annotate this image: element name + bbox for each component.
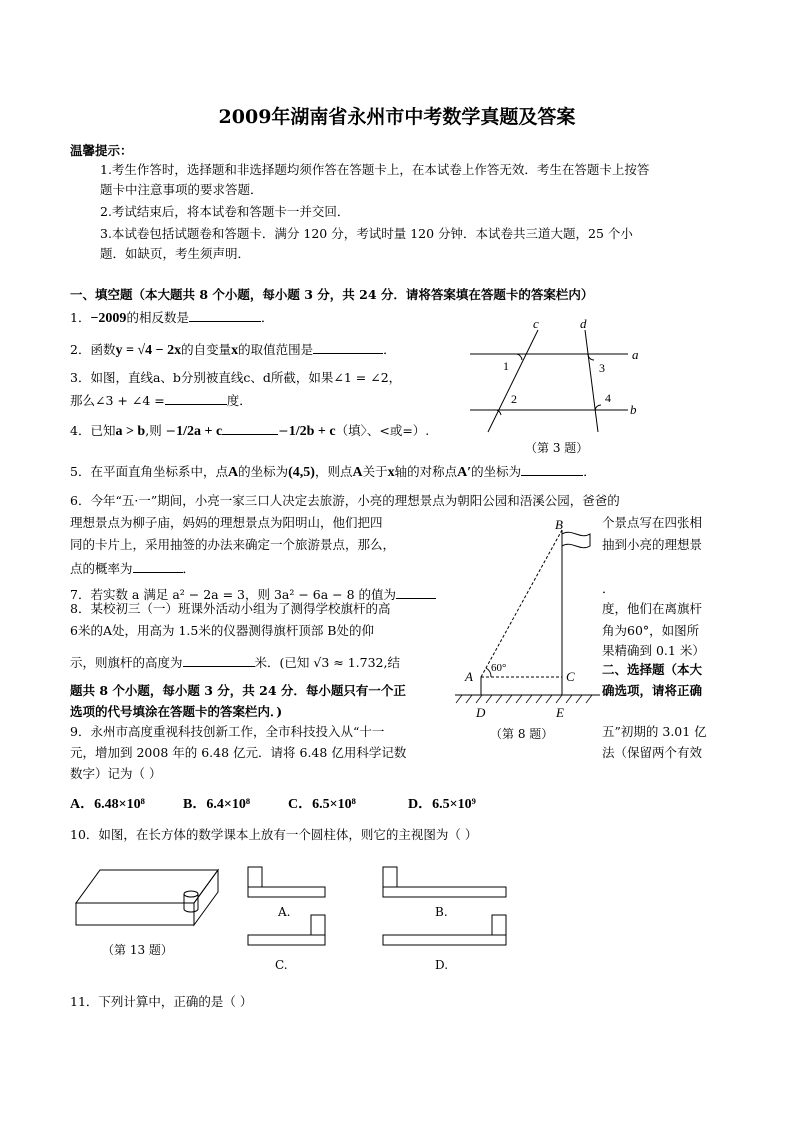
q4-frac2: 1/2: [288, 424, 307, 439]
fig8-caption: （第 8 题）: [490, 727, 554, 741]
q4-minus: −: [278, 423, 289, 438]
fig3-label-d: d: [580, 316, 587, 331]
fig3-line-d: [585, 330, 598, 432]
question-5: 5．在平面直角坐标系中，点A的坐标为(4,5)，则点A关于x轴的对称点A′的坐标为 ．: [70, 464, 596, 480]
q9-line2b: 法（保留两个有效: [602, 745, 703, 760]
q4-frac1: 1/2: [176, 424, 195, 439]
q9-line1b: 五”初期的 3.01 亿: [602, 724, 707, 739]
fig3-label-2: 2: [511, 392, 517, 406]
q9-line2a: 元，增加到 2008 年的 6.48 亿元．请将 6.48 亿用科学记数: [70, 745, 407, 760]
q6-line3a: 同的卡片上，采用抽签的办法来确定一个旅游景点，那么，: [70, 537, 396, 552]
fig3-angle-1-arc: [517, 354, 522, 360]
q10-view-b[interactable]: [383, 867, 506, 897]
q6-line2a: 理想景点为柳子庙，妈妈的理想景点为阳明山，他们把四: [70, 515, 383, 530]
tip-line-1a: 1.考生作答时，选择题和非选择题均须作答在答题卡上，在本试卷上作答无效．考生在答题卡上按答: [100, 162, 650, 177]
section-2-heading-b: 题共 8 个小题，每小题 3 分，共 24 分．每小题只有一个正: [70, 683, 406, 698]
q4-post: （填〉、<或=）.: [335, 423, 430, 438]
q8-line2: 6米的A处，用高为 1.5米的仪器测得旗杆顶部 B处的仰: [70, 623, 374, 638]
fig3-line-c: [488, 330, 538, 432]
fig8-label-d: D: [476, 705, 486, 720]
q5-mid1: 的坐标为: [238, 464, 289, 479]
q5-prefix: 5．在平面直角坐标系中，点: [70, 464, 228, 479]
page-title: 2009年湖南省永州市中考数学真题及答案: [218, 106, 576, 128]
q3-line2-end: 度．: [226, 393, 252, 408]
q2-var: x: [231, 343, 239, 358]
tip-line-1b: 题卡中注意事项的要求答题．: [100, 182, 263, 197]
cylinder-bottom: [184, 909, 198, 912]
q8-line2c: 果精确到 0.1 米）: [602, 643, 705, 658]
q6-line2b: 个景点写在四张相: [602, 515, 703, 530]
fig8-angle-label: 60°: [491, 662, 507, 674]
q3-line1: 3．如图，直线a、b分别被直线c、d所截，如果∠1 = ∠2，: [70, 370, 402, 385]
book-top-face: [76, 870, 218, 903]
fig8-label-b: B: [555, 517, 563, 532]
q4-expr2: b + c: [306, 424, 336, 439]
q2-text: 的取值范围是: [238, 342, 314, 357]
q9-option-d-text: D．6.5×10⁹: [408, 797, 476, 812]
q8-line3a: 示，则旗杆的高度为: [70, 655, 183, 670]
q2-prefix: 2．函数: [70, 342, 116, 357]
q4-expr1: a + c: [194, 424, 223, 439]
q5-x: x: [387, 465, 395, 480]
tip-line-2: 2.考试结束后，将本试卷和答题卡一并交回．: [100, 204, 350, 219]
q4-mid: ,则 −: [145, 423, 177, 438]
q1-math: −2009: [90, 311, 127, 326]
fig8-label-e: E: [556, 705, 564, 720]
q7-text: 7．若实数 a 满足 a² − 2a = 3，则 3a² − 6a − 8 的值为: [70, 587, 397, 602]
tip-line-3a: 3.本试卷包括试题卷和答题卡．满分 120 分，考试时量 120 分钟．本试卷共三道大题，25 个小: [100, 226, 633, 241]
q8-line3b: 米．(已知 √3 ≈ 1.732,结: [254, 655, 400, 670]
q6-line1: 6．今年“五·一”期间，小亮一家三口人决定去旅游，小亮的理想景点为朝阳公园和浯溪公园，爸爸的: [70, 493, 620, 508]
q6-line3b: 抽到小亮的理想景: [602, 537, 703, 552]
q7-end: ．: [602, 581, 615, 596]
q8-line1: 8．某校初三（一）班课外活动小组为了测得学校旗杆的高: [70, 601, 391, 616]
q10-text: 10．如图，在长方体的数学课本上放有一个圆柱体，则它的主视图为（ ）: [70, 827, 478, 842]
q11-text: 11．下列计算中，正确的是（ ）: [70, 994, 253, 1009]
q10-label-c: C.: [275, 958, 288, 972]
fig3-angle-4-arc: [595, 405, 601, 410]
q3-line2-text: 那么∠3 + ∠4 =: [70, 393, 165, 408]
q10-label-d: D.: [435, 958, 449, 972]
book-front-face: [76, 903, 194, 925]
q8-line2b: 角为60°，如图所: [602, 623, 700, 638]
fig3-label-4: 4: [605, 391, 611, 405]
section-2-heading-c: 确选项，请将正确: [602, 683, 703, 698]
q5-point-a-prime: A′: [457, 465, 472, 480]
q6-line4: 点的概率为 ．: [70, 561, 196, 576]
q9-option-b-text: B．6.4×10⁸: [183, 797, 251, 812]
q5-point-a-2: A: [352, 465, 363, 480]
section-1-heading: 一、填空题（本大题共 8 个小题，每小题 3 分，共 24 分．请将答案填在答题卡的答案栏内）: [70, 287, 594, 302]
q5-mid2: ，则点: [314, 464, 353, 479]
question-2: 2．函数y = √4 − 2x的自变量x的取值范围是 ．: [70, 342, 396, 358]
question-1: 1．−2009的相反数是 ．: [70, 310, 274, 326]
q10-label-b: B.: [435, 905, 448, 919]
fig8-ground-hatch: [456, 695, 592, 703]
fig3-label-1: 1: [503, 359, 509, 373]
fig3-label-b: b: [630, 402, 637, 417]
fig13-caption: （第 13 题）: [102, 943, 173, 957]
q1-prefix: 1．: [70, 310, 91, 325]
cylinder-top: [184, 891, 198, 897]
q6-line4-text: 点的概率为: [70, 561, 133, 576]
q2-mid: 的自变量: [181, 342, 232, 357]
fig8-sight-line: [481, 530, 562, 677]
q10-view-c[interactable]: [248, 915, 325, 945]
q5-mid4: 轴的对称点: [394, 464, 458, 479]
q10-view-a[interactable]: [248, 867, 325, 897]
section-2-heading-d: 选项的代号填涂在答题卡的答案栏内．): [70, 704, 283, 719]
section-2-heading-a: 二、选择题（本大: [602, 662, 703, 677]
q9-line3: 数字）记为（ ）: [70, 766, 162, 781]
tip-line-3b: 题．如缺页，考生须声明．: [100, 246, 251, 261]
figure-3: [470, 330, 628, 432]
q9-option-c-text: C．6.5×10⁸: [288, 797, 356, 812]
figure-13-book: [76, 870, 218, 925]
fig8-label-c: C: [566, 669, 575, 684]
q8-line1b: 度，他们在离旗杆: [602, 601, 703, 616]
fig8-flag: [562, 532, 590, 547]
q9-option-a-text: A．6.48×10⁸: [70, 797, 145, 812]
fig3-label-a: a: [632, 347, 639, 362]
q5-mid3: 关于: [362, 464, 388, 479]
q5-coord: (4,5): [288, 465, 315, 480]
q5-point-a: A: [227, 465, 239, 480]
q5-post: 的坐标为: [471, 464, 522, 479]
q10-view-d[interactable]: [383, 915, 506, 945]
q10-label-a: A.: [278, 905, 291, 919]
fig3-label-c: c: [533, 316, 539, 331]
q4-prefix: 4．已知: [70, 423, 116, 438]
q2-math: y = √4 − 2x: [115, 343, 182, 358]
q4-condition: a > b: [115, 424, 146, 439]
tips-heading: 温馨提示：: [70, 143, 133, 158]
fig3-caption: （第 3 题）: [525, 441, 589, 455]
figure-8: [455, 530, 600, 703]
fig8-label-a: A: [465, 669, 473, 684]
fig3-label-3: 3: [599, 361, 605, 375]
q9-line1a: 9．永州市高度重视科技创新工作，全市科技投入从“十一: [70, 724, 385, 739]
q1-text: 的相反数是: [126, 310, 189, 325]
